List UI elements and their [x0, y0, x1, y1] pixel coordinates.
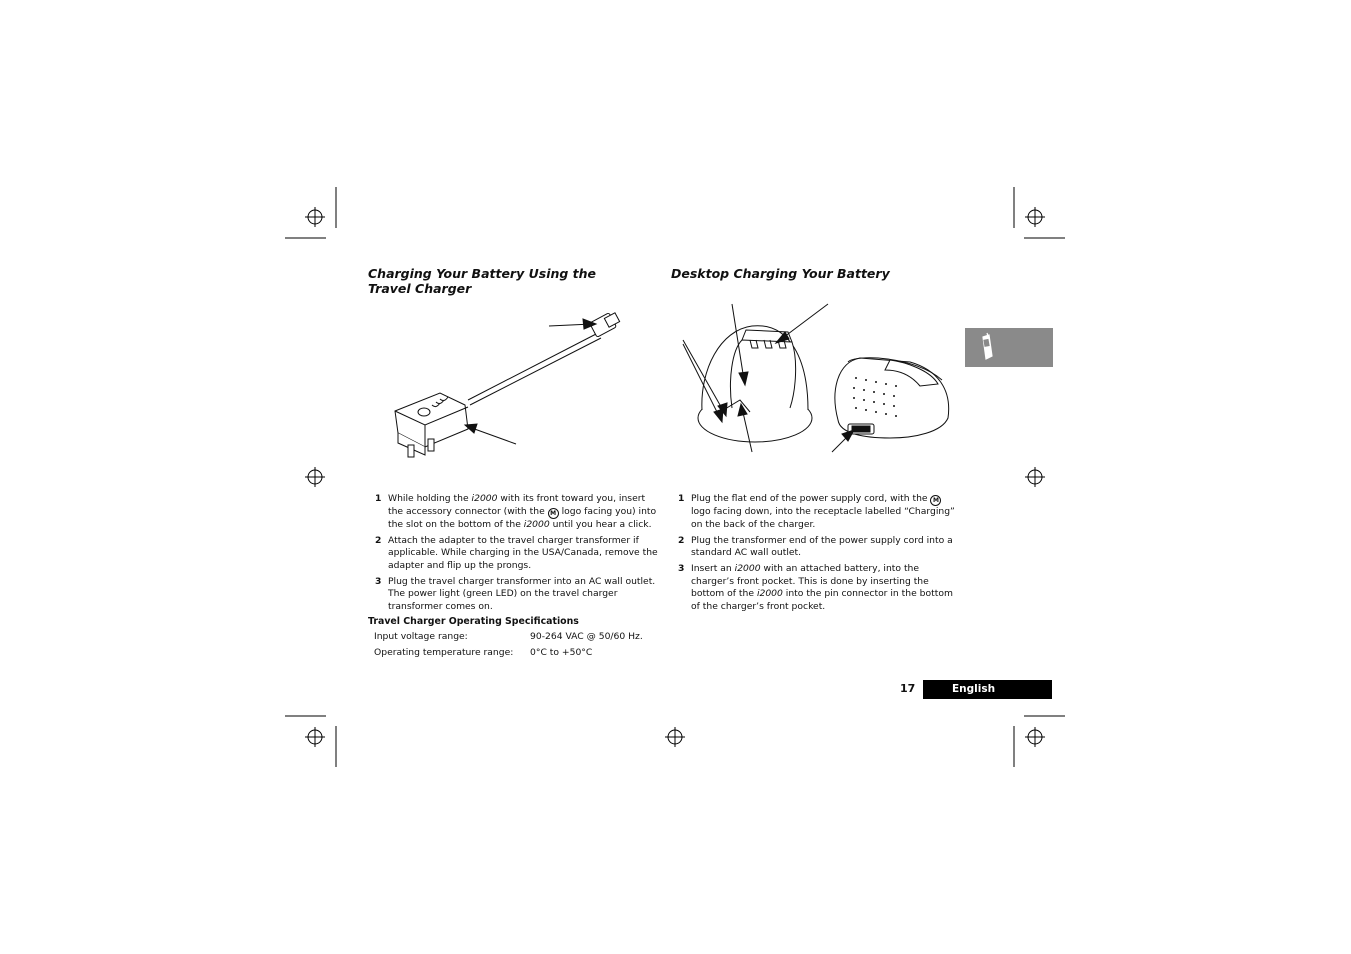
section-title-desktop-charging: Desktop Charging Your Battery [671, 266, 890, 281]
specs-title: Travel Charger Operating Specifications [368, 616, 579, 627]
travel-charger-steps [369, 493, 659, 617]
list-item: 3 Insert an i2000 with an attached battery, into the charger’s front pocket. This is done by inserting the bottom of the i2000 into the pin connector in the bottom of the charger’s front pocket. [678, 563, 953, 612]
list-item: 1 While holding the i2000 with its front toward you, insert the accessory connector (with the M logo facing you) into the slot on the bottom of the i2000 until you hear a click. [375, 493, 657, 530]
spec-value: 0°C to +50°C [530, 647, 593, 658]
spec-row [374, 647, 664, 661]
spec-value: 90-264 VAC @ 50/60 Hz. [530, 631, 643, 642]
spec-row [374, 631, 664, 645]
list-item: 1 Plug the flat end of the power supply cord, with the M logo facing down, into the receptacle labelled “Charging” on the back of the charger. [678, 493, 955, 530]
page-number: 17 [900, 682, 916, 695]
list-item: 2 Attach the adapter to the travel charger transformer if applicable. While charging in the USA/Canada, remove the adapter and flip up the prongs. [375, 534, 658, 571]
spec-label: Operating temperature range: [374, 647, 514, 658]
section-title-travel-charger: Charging Your Battery Using the Travel Charger [368, 266, 597, 296]
motorola-logo-icon: M [548, 508, 559, 519]
language-bar [923, 680, 1052, 699]
chapter-tab [965, 328, 1053, 367]
list-item: 3 Plug the travel charger transformer into an AC wall outlet. The power light (green LED) on the travel charger transformer comes on. [375, 575, 656, 612]
language-label: English [952, 683, 996, 695]
spec-label: Input voltage range: [374, 631, 468, 642]
list-item: 2 Plug the transformer end of the power supply cord into a standard AC wall outlet. [678, 534, 953, 559]
phone-icon [965, 328, 1053, 367]
desktop-charger-steps [672, 493, 964, 617]
desktop-charger-illustration [680, 300, 955, 460]
motorola-logo-icon: M [930, 495, 941, 506]
travel-charger-illustration [370, 305, 640, 465]
